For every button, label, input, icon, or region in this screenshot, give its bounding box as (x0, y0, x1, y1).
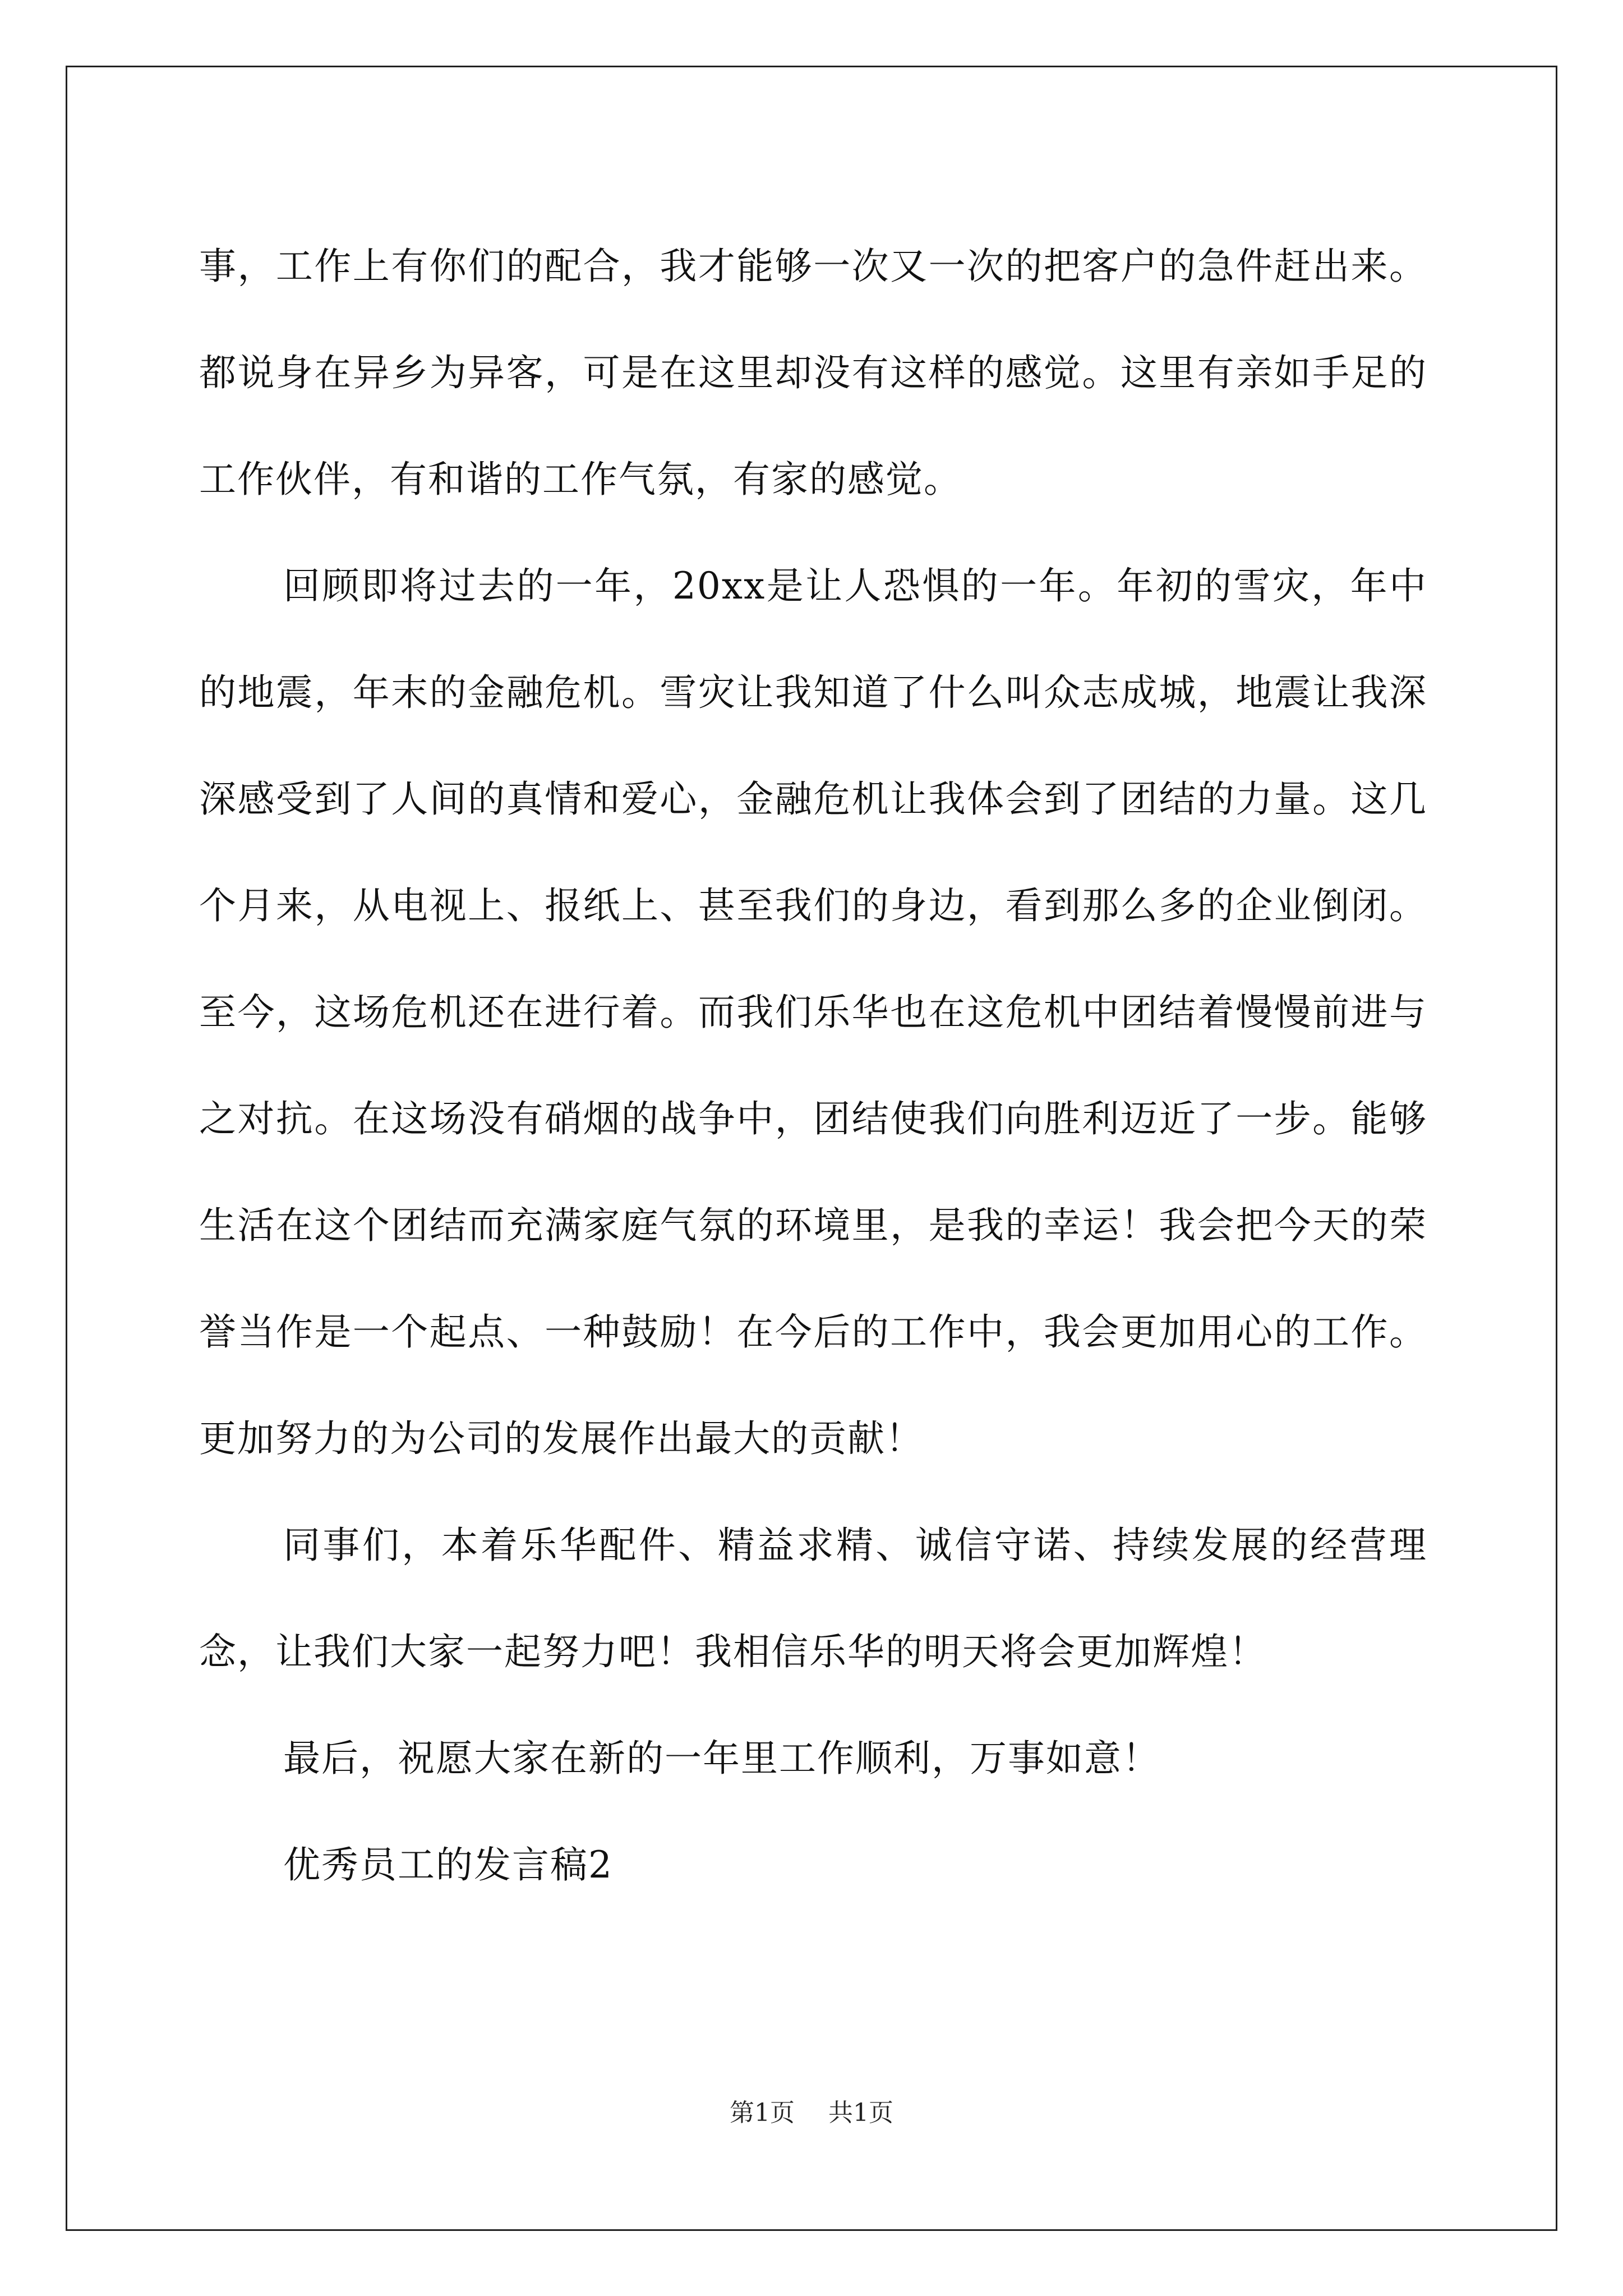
paragraph-3: 同事们，本着乐华配件、精益求精、诚信守诺、持续发展的经营理念，让我们大家一起努力吧！我相信乐华的明天将会更加辉煌！ (199, 1524, 1427, 1673)
document-body (199, 213, 1427, 1918)
page-number: 第1页 (730, 2099, 795, 2127)
paragraph-4: 最后，祝愿大家在新的一年里工作顺利，万事如意！ (283, 1737, 1160, 1780)
section-heading: 优秀员工的发言稿2 (283, 1843, 613, 1887)
paragraph-1: 事，工作上有你们的配合，我才能够一次又一次的把客户的急件赶出来。都说身在异乡为异客，可是在这里却没有这样的感觉。这里有亲如手足的工作伙伴，有和谐的工作气氛，有家的感觉。 (199, 245, 1427, 501)
page-total: 共1页 (828, 2099, 893, 2127)
paragraph-2: 回顾即将过去的一年，20xx是让人恐惧的一年。年初的雪灾，年中的地震，年末的金融危机。雪灾让我知道了什么叫众志成城，地震让我深深感受到了人间的真情和爱心，金融危机让我体会到了团结的力量。这几个月来，从电视上、报纸上、甚至我们的身边，看到那么多的企业倒闭。至今，这场危机还在进行着。而我们乐华也在这危机中团结着慢慢前进与之对抗。在这场没有硝烟的战争中，团结使我们向胜利迈近了一步。能够生活在这个团结而充满家庭气氛的环境里，是我的幸运！我会把今天的荣誉当作是一个起点、一种鼓励！在今后的工作中，我会更加用心的工作。更加努力的为公司的发展作出最大的贡献！ (199, 564, 1427, 1460)
page-footer (0, 2096, 1623, 2130)
